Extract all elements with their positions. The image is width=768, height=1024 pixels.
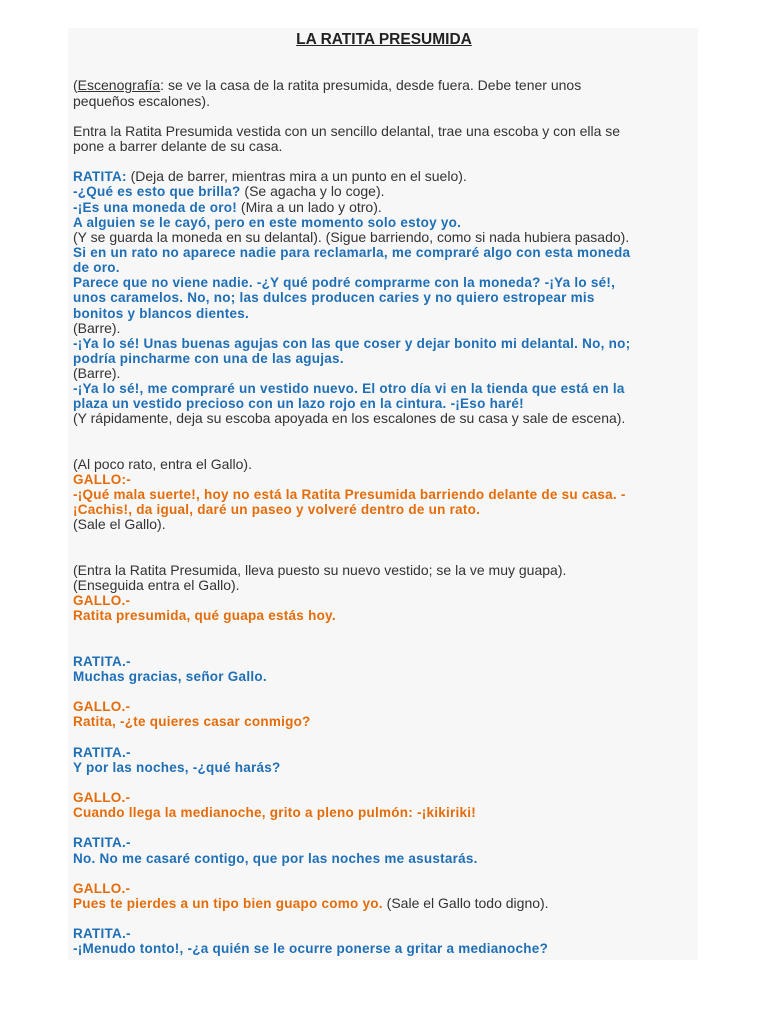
ratita-speech: -¡Es una moneda de oro! xyxy=(73,199,238,215)
script-block xyxy=(73,926,713,956)
script-line xyxy=(73,200,713,215)
gallo-speech: GALLO.- xyxy=(73,593,131,609)
ratita-speech: podría pincharme con una de las agujas. xyxy=(73,350,344,366)
script-block xyxy=(73,881,713,911)
ratita-speech: Parece que no viene nadie. -¿Y qué podré comprarme con la moneda? -¡Ya lo sé!, xyxy=(73,275,616,291)
gallo-speech: Ratita presumida, qué guapa estás hoy. xyxy=(73,608,336,624)
stage-direction: (Y se guarda la moneda en su delantal). (Sigue barriendo, como si nada hubiera pasado). xyxy=(73,228,630,245)
script-block xyxy=(73,169,713,426)
script-line xyxy=(73,275,713,290)
ratita-speech: de oro. xyxy=(73,260,120,276)
script-line xyxy=(73,790,713,805)
ratita-speech: Muchas gracias, señor Gallo. xyxy=(73,668,267,684)
script-line xyxy=(73,502,713,517)
script-block xyxy=(73,78,713,108)
script-line xyxy=(73,487,713,502)
script-line xyxy=(73,336,713,351)
script-block xyxy=(73,835,713,865)
script-line xyxy=(73,714,713,729)
ratita-speech: unos caramelos. No, no; las dulces producen caries y no quiero estropear mis xyxy=(73,290,595,306)
script-line xyxy=(73,608,713,623)
script-line xyxy=(73,169,713,184)
script-line xyxy=(73,245,713,260)
script-line xyxy=(73,941,713,956)
stage-direction: (Mira a un lado y otro). xyxy=(237,198,382,215)
script-line xyxy=(73,94,713,109)
stage-direction: (Al poco rato, entra el Gallo). xyxy=(73,455,252,472)
stage-direction: (Entra la Ratita Presumida, lleva puesto su nuevo vestido; se la ve muy guapa). xyxy=(73,561,567,578)
script-line xyxy=(73,184,713,199)
gallo-speech: Cuando llega la medianoche, grito a pleno pulmón: -¡kikiriki! xyxy=(73,805,477,821)
script-block xyxy=(73,654,713,684)
script-line xyxy=(73,215,713,230)
ratita-speech: RATITA.- xyxy=(73,744,131,760)
gallo-speech: GALLO.- xyxy=(73,699,131,715)
stage-direction: (Deja de barrer, mientras mira a un punto en el suelo). xyxy=(126,168,467,185)
script-line xyxy=(73,124,713,139)
script-body xyxy=(73,78,713,956)
script-line xyxy=(73,896,713,911)
stage-direction: pequeños escalones). xyxy=(73,92,210,109)
script-line xyxy=(73,321,713,336)
script-block xyxy=(73,124,713,154)
script-line xyxy=(73,396,713,411)
underlined-term: Escenografía xyxy=(77,77,161,94)
script-line xyxy=(73,593,713,608)
script-line xyxy=(73,260,713,275)
script-line xyxy=(73,472,713,487)
script-line xyxy=(73,578,713,593)
script-block xyxy=(73,790,713,820)
script-line xyxy=(73,411,713,426)
gallo-speech: GALLO.- xyxy=(73,880,131,896)
script-block xyxy=(73,745,713,775)
script-block xyxy=(73,457,713,533)
script-line xyxy=(73,290,713,305)
ratita-speech: RATITA: xyxy=(73,169,127,185)
stage-direction: (Enseguida entra el Gallo). xyxy=(73,577,240,594)
script-block xyxy=(73,699,713,729)
script-line xyxy=(73,563,713,578)
gallo-speech: GALLO:- xyxy=(73,472,131,488)
ratita-speech: bonitos y blancos dientes. xyxy=(73,305,250,321)
script-line xyxy=(73,517,713,532)
stage-direction: (Y rápidamente, deja su escoba apoyada en los escalones de su casa y sale de escena). xyxy=(73,410,626,427)
script-line xyxy=(73,805,713,820)
stage-direction: (Barre). xyxy=(73,365,121,382)
script-block xyxy=(73,563,713,624)
script-line xyxy=(73,654,713,669)
gallo-speech: -¡Qué mala suerte!, hoy no está la Ratita Presumida barriendo delante de su casa. - xyxy=(73,487,626,503)
document-title xyxy=(0,30,768,50)
script-line xyxy=(73,366,713,381)
gallo-speech: Pues te pierdes a un tipo bien guapo como yo. xyxy=(73,896,383,912)
ratita-speech: -¿Qué es esto que brilla? xyxy=(73,184,241,200)
stage-direction: : se ve la casa de la ratita presumida, desde fuera. Debe tener unos xyxy=(160,77,582,94)
stage-direction: Entra la Ratita Presumida vestida con un sencillo delantal, trae una escoba y con ella se xyxy=(73,122,621,139)
script-line xyxy=(73,851,713,866)
ratita-speech: RATITA.- xyxy=(73,926,131,942)
script-line xyxy=(73,760,713,775)
gallo-speech: GALLO.- xyxy=(73,790,131,806)
ratita-speech: -¡Menudo tonto!, -¿a quién se le ocurre ponerse a gritar a medianoche? xyxy=(73,941,549,957)
script-line xyxy=(73,230,713,245)
ratita-speech: RATITA.- xyxy=(73,653,131,669)
ratita-speech: Si en un rato no aparece nadie para reclamarla, me compraré algo con esta moneda xyxy=(73,244,631,260)
script-line xyxy=(73,669,713,684)
ratita-speech: -¡Ya lo sé!, me compraré un vestido nuevo. El otro día vi en la tienda que está en la xyxy=(73,381,625,397)
script-line xyxy=(73,78,713,93)
document-title-text: LA RATITA PRESUMIDA xyxy=(296,31,472,48)
gallo-speech: ¡Cachis!, da igual, daré un paseo y volveré dentro de un rato. xyxy=(73,502,481,518)
script-line xyxy=(73,881,713,896)
script-line xyxy=(73,745,713,760)
ratita-speech: plaza un vestido precioso con un lazo rojo en la cintura. -¡Eso haré! xyxy=(73,396,524,412)
script-line xyxy=(73,381,713,396)
script-line xyxy=(73,835,713,850)
script-line xyxy=(73,139,713,154)
stage-direction: (Se agacha y lo coge). xyxy=(240,183,385,200)
stage-direction: (Sale el Gallo todo digno). xyxy=(382,895,549,912)
gallo-speech: Ratita, -¿te quieres casar conmigo? xyxy=(73,714,311,730)
ratita-speech: Y por las noches, -¿qué harás? xyxy=(73,759,281,775)
stage-direction: (Barre). xyxy=(73,319,121,336)
script-line xyxy=(73,699,713,714)
script-line xyxy=(73,926,713,941)
ratita-speech: A alguien se le cayó, pero en este momento solo estoy yo. xyxy=(73,214,462,230)
ratita-speech: -¡Ya lo sé! Unas buenas agujas con las que coser y dejar bonito mi delantal. No, no; xyxy=(73,335,631,351)
ratita-speech: RATITA.- xyxy=(73,835,131,851)
script-line xyxy=(73,351,713,366)
script-line xyxy=(73,457,713,472)
stage-direction: pone a barrer delante de su casa. xyxy=(73,137,283,154)
ratita-speech: No. No me casaré contigo, que por las noches me asustarás. xyxy=(73,850,478,866)
stage-direction: ( xyxy=(73,77,78,94)
stage-direction: (Sale el Gallo). xyxy=(73,516,166,533)
script-line xyxy=(73,306,713,321)
